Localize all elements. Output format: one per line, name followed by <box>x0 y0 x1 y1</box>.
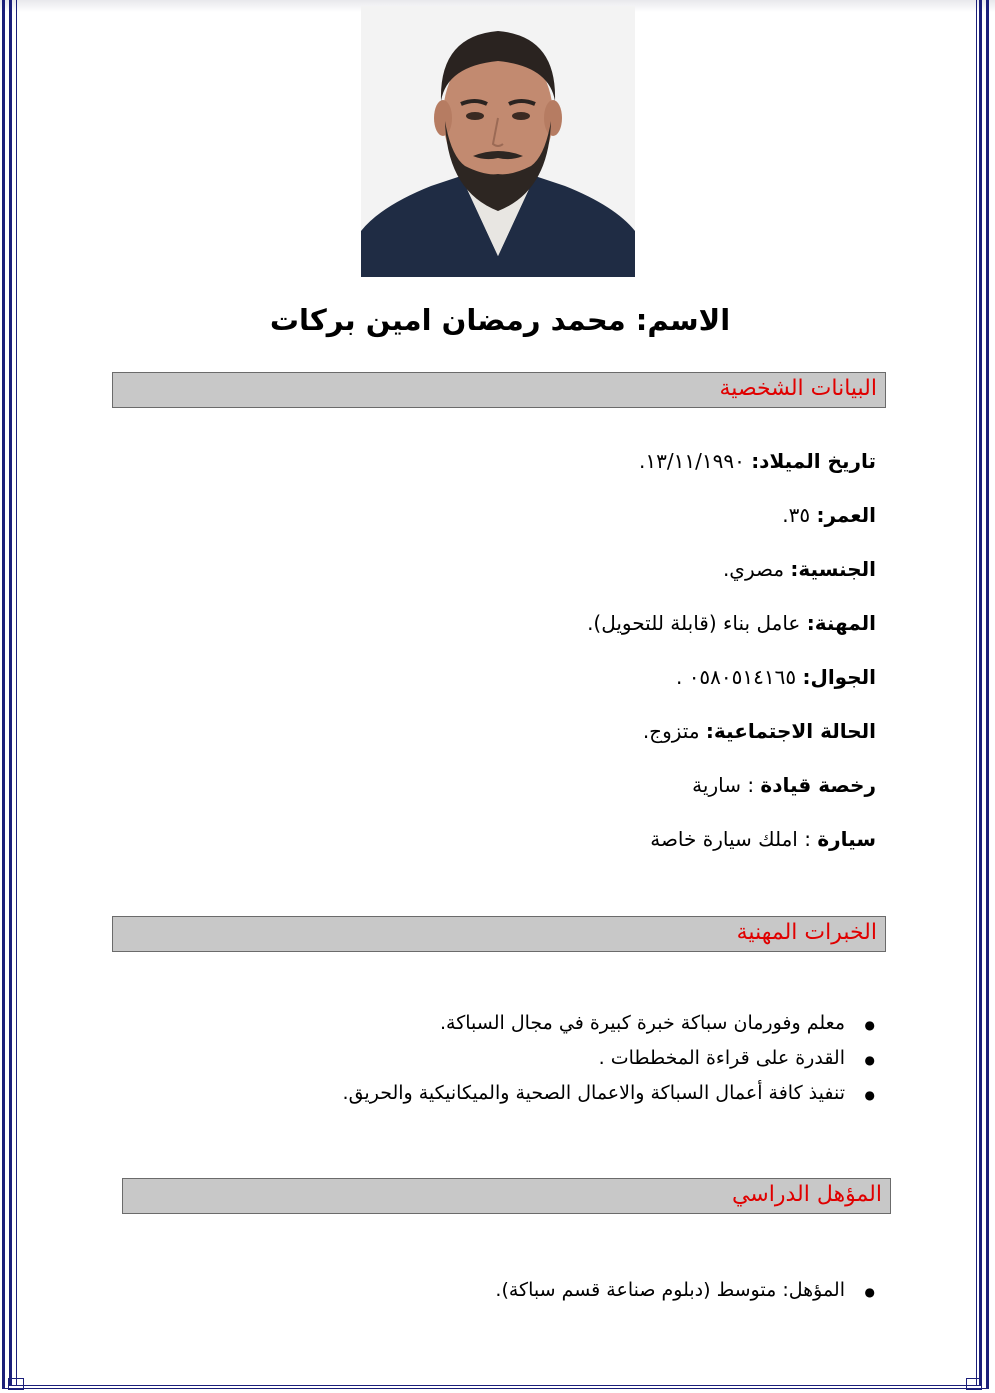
field-value: ١٣/١١/١٩٩٠. <box>639 449 752 473</box>
border-corner-bottom-left <box>8 1378 24 1390</box>
field-birthdate <box>639 449 876 473</box>
field-nationality <box>723 557 876 581</box>
section-experience-title: الخبرات المهنية <box>736 920 877 945</box>
border-corner-bottom-right <box>966 1378 982 1390</box>
field-label: الجوال: <box>802 665 876 689</box>
field-value: مصري. <box>722 557 791 581</box>
field-value: ٠٥٨٠٥١٤١٦٥ . <box>675 665 803 689</box>
field-label: سيارة <box>817 827 876 851</box>
field-label: المهنة: <box>806 611 876 635</box>
list-item: ● المؤهل: متوسط (دبلوم صناعة قسم سباكة). <box>495 1277 845 1312</box>
field-driving-license <box>692 773 876 797</box>
section-education-header <box>122 1178 891 1214</box>
field-value: : املك سيارة خاصة <box>650 827 818 851</box>
experience-list <box>343 1010 845 1115</box>
section-education-title: المؤهل الدراسي <box>731 1182 882 1207</box>
section-personal-title: البيانات الشخصية <box>719 376 877 401</box>
field-label: رخصة قيادة <box>760 773 876 797</box>
field-age <box>782 503 876 527</box>
field-value: ٣٥. <box>782 503 817 527</box>
field-label: الجنسية: <box>790 557 876 581</box>
field-value: : سارية <box>692 773 761 797</box>
field-label: الحالة الاجتماعية: <box>705 719 876 743</box>
field-mobile <box>676 665 876 689</box>
field-marital-status <box>643 719 876 743</box>
field-profession <box>587 611 876 635</box>
field-value: متزوج. <box>642 719 706 743</box>
list-item: ● القدرة على قراءة المخططات . <box>343 1045 845 1080</box>
profile-photo <box>361 6 635 277</box>
applicant-name <box>200 303 800 337</box>
section-experience-header <box>112 916 886 952</box>
field-car <box>650 827 876 851</box>
field-label: العمر: <box>816 503 876 527</box>
field-label: تاريخ الميلاد: <box>751 449 876 473</box>
name-value: محمد رمضان امين بركات <box>269 303 626 337</box>
page-border-inner-left <box>16 0 17 1386</box>
field-value: عامل بناء (قابلة للتحويل). <box>587 611 807 635</box>
list-item: ● معلم وفورمان سباكة خبرة كبيرة في مجال السباكة. <box>343 1010 845 1045</box>
section-personal-header <box>112 372 886 408</box>
education-list <box>495 1277 845 1312</box>
list-item: ● تنفيذ كافة أعمال السباكة والاعمال الصحية والميكانيكية والحريق. <box>343 1080 845 1115</box>
name-label: الاسم: <box>635 303 731 337</box>
page-border-inner-right <box>976 0 977 1386</box>
